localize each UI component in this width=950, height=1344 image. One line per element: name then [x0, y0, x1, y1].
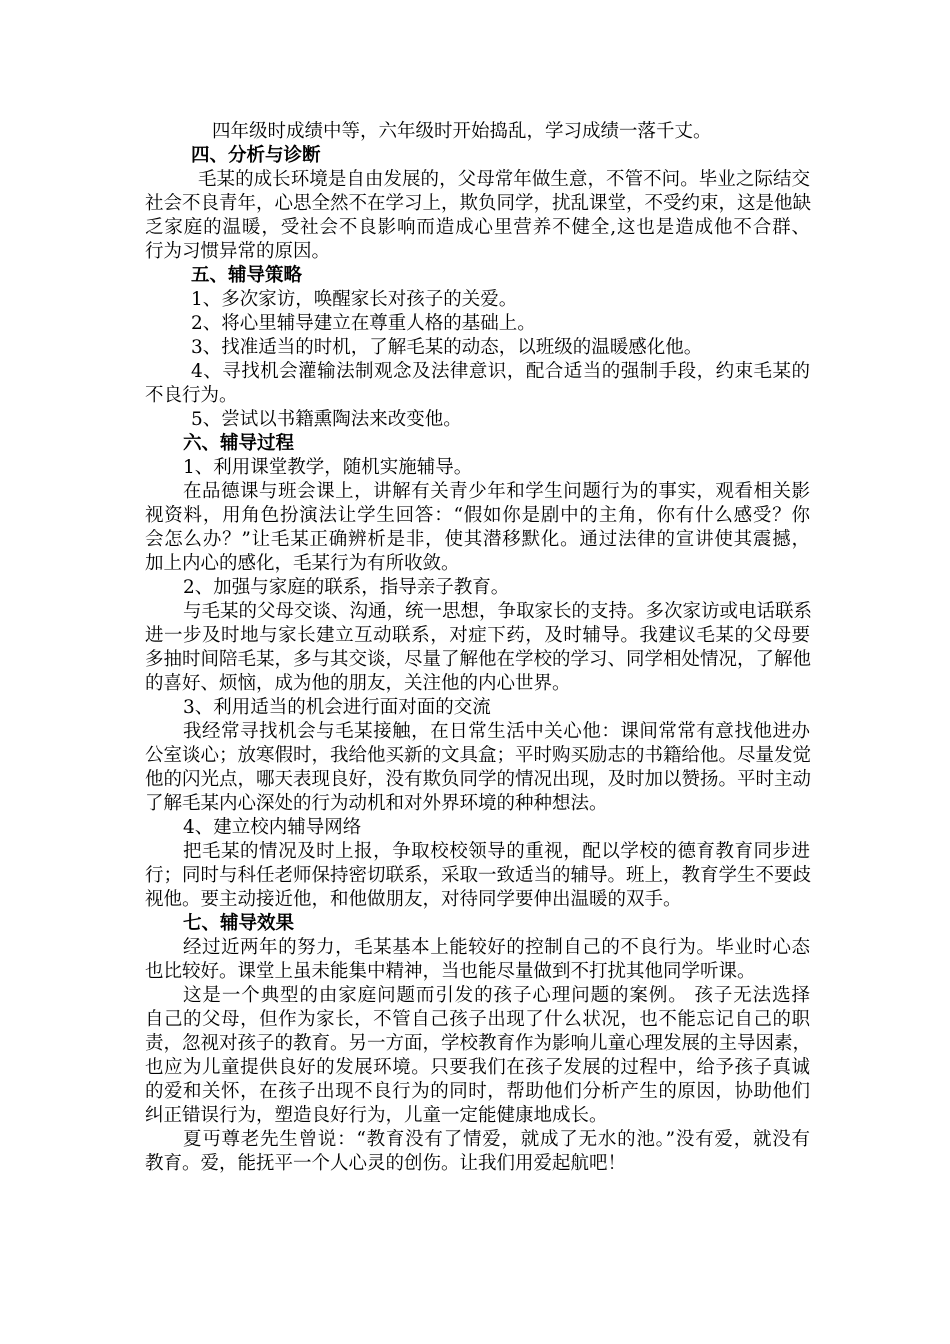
section-heading: 五、辅导策略 — [191, 265, 303, 286]
paragraph-line: 纠正错误行为，塑造良好行为，儿童一定能健康地成长。 — [145, 1105, 608, 1126]
paragraph-line: 夏丏尊老先生曾说：“教育没有了情爱，就成了无水的池。”没有爱，就没有 — [183, 1129, 810, 1150]
paragraph-line: 也应为儿童提供良好的发展环境。只要我们在孩子发展的过程中，给予孩子真诚 — [145, 1057, 810, 1078]
paragraph-line: 自己的父母，但作为家长，不管自己孩子出现了什么状况，也不能忘记自己的职 — [145, 1009, 810, 1030]
list-item: 1、利用课堂教学，随机实施辅导。 — [183, 457, 473, 478]
paragraph-line: 不良行为。 — [145, 385, 238, 406]
paragraph-line: 了解毛某内心深处的行为动机和对外界环境的种种想法。 — [145, 793, 608, 814]
list-item: 2、加强与家庭的联系，指导亲子教育。 — [183, 577, 510, 598]
paragraph-line: 他的闪光点，哪天表现良好，没有欺负同学的情况出现，及时加以赞扬。平时主动 — [145, 769, 812, 790]
document-body — [145, 120, 813, 1176]
section-heading: 四、分析与诊断 — [191, 145, 321, 166]
paragraph-line: 这是一个典型的由家庭问题而引发的孩子心理问题的案例。 孩子无法选择 — [183, 985, 810, 1006]
paragraph-line: 行；同时与科任老师保持密切联系，采取一致适当的辅导。班上，教育学生不要歧 — [145, 865, 812, 886]
paragraph-line: 把毛某的情况及时上报，争取校校领导的重视，配以学校的德育教育同步进 — [183, 841, 810, 862]
paragraph-line: 责，忽视对孩子的教育。另一方面，学校教育作为影响儿童心理发展的主导因素， — [145, 1033, 812, 1054]
paragraph-line: 公室谈心；放寒假时，我给他买新的文具盒；平时购买励志的书籍给他。尽量发觉 — [145, 745, 812, 766]
paragraph-line: 毛某的成长环境是自由发展的，父母常年做生意，不管不问。毕业之际结交 — [198, 169, 810, 190]
paragraph-line: 进一步及时地与家长建立互动联系，对症下药，及时辅导。我建议毛某的父母要 — [145, 625, 810, 646]
list-item: 3、利用适当的机会进行面对面的交流 — [183, 697, 491, 718]
paragraph-line: 经过近两年的努力，毛某基本上能较好的控制自己的不良行为。毕业时心态 — [183, 937, 810, 958]
list-item: 1、多次家访，唤醒家长对孩子的关爱。 — [191, 289, 518, 310]
list-item: 3、找准适当的时机，了解毛某的动态，以班级的温暖感化他。 — [191, 337, 703, 358]
paragraph-line: 的喜好、烦恼，成为他的朋友，关注他的内心世界。 — [145, 673, 571, 694]
section-heading: 六、辅导过程 — [183, 433, 295, 454]
paragraph-line: 社会不良青年，心思全然不在学习上，欺负同学，扰乱课堂，不受约束，这是他缺 — [145, 193, 812, 214]
paragraph-line: 会怎么办？”让毛某正确辨析是非，使其潜移默化。通过法律的宣讲使其震撼， — [145, 529, 810, 550]
paragraph-line: 教育。爱，能抚平一个人心灵的创伤。让我们用爱起航吧！ — [145, 1153, 627, 1174]
paragraph-line: 的爱和关怀，在孩子出现不良行为的同时，帮助他们分析产生的原因，协助他们 — [145, 1081, 810, 1102]
section-heading: 七、辅导效果 — [183, 913, 295, 934]
list-item: 4、建立校内辅导网络 — [183, 817, 362, 838]
paragraph-line: 乏家庭的温暖，受社会不良影响而造成心里营养不健全,这也是造成他不合群、 — [145, 217, 810, 238]
paragraph-line: 在品德课与班会课上，讲解有关青少年和学生问题行为的事实，观看相关影 — [183, 481, 810, 502]
paragraph-line: 行为习惯异常的原因。 — [145, 241, 331, 262]
list-item: 2、将心里辅导建立在尊重人格的基础上。 — [191, 313, 536, 334]
paragraph-line: 我经常寻找机会与毛某接触，在日常生活中关心他：课间常常有意找他进办 — [183, 721, 810, 742]
paragraph-line: 与毛某的父母交谈、沟通，统一思想，争取家长的支持。多次家访或电话联系 — [183, 601, 813, 622]
list-item: 4、寻找机会灌输法制观念及法律意识，配合适当的强制手段，约束毛某的 — [191, 361, 810, 382]
list-item: 5、尝试以书籍熏陶法来改变他。 — [191, 409, 462, 430]
paragraph-line: 四年级时成绩中等，六年级时开始捣乱，学习成绩一落千丈。 — [212, 121, 712, 142]
paragraph-line: 加上内心的感化，毛某行为有所收敛。 — [145, 553, 460, 574]
paragraph-line: 多抽时间陪毛某，多与其交谈，尽量了解他在学校的学习、同学相处情况，了解他 — [145, 649, 812, 670]
paragraph-line: 视资料，用角色扮演法让学生回答：“假如你是剧中的主角，你有什么感受？你 — [145, 505, 810, 526]
paragraph-line: 也比较好。课堂上虽未能集中精神，当也能尽量做到不打扰其他同学听课。 — [145, 961, 756, 982]
paragraph-line: 视他。要主动接近他，和他做朋友，对待同学要伸出温暖的双手。 — [145, 889, 682, 910]
